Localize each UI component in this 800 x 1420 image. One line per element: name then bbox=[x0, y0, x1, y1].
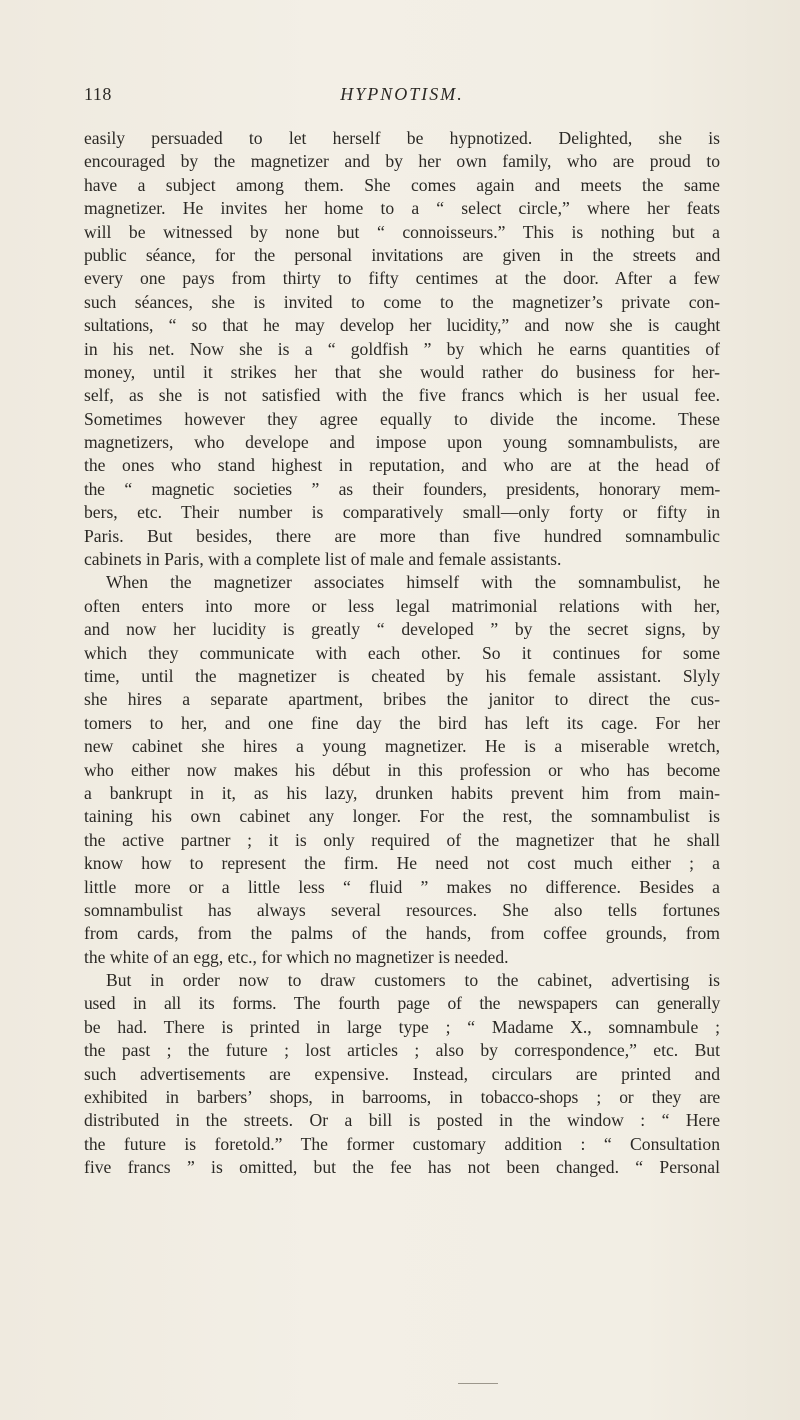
text-line: the past ; the future ; lost articles ; also by correspondence,” etc. But bbox=[84, 1040, 720, 1061]
text-line: such séances, she is invited to come to the magnetizer’s private con- bbox=[84, 291, 720, 312]
text-line: the active partner ; it is only required of the magnetizer that he shall bbox=[84, 829, 720, 850]
text-line: used in all its forms. The fourth page of the newspapers can generally bbox=[84, 993, 720, 1014]
text-line: such advertisements are expensive. Instead, circulars are printed and bbox=[84, 1063, 720, 1084]
text-line: every one pays from thirty to fifty centimes at the door. After a few bbox=[84, 268, 720, 289]
text-line: time, until the magnetizer is cheated by his female assistant. Slyly bbox=[84, 665, 720, 686]
text-line: public séance, for the personal invitations are given in the streets and bbox=[84, 244, 720, 265]
body-text bbox=[84, 127, 720, 1180]
text-line: she hires a separate apartment, bribes the janitor to direct the cus- bbox=[84, 689, 720, 710]
text-line: the “ magnetic societies ” as their founders, presidents, honorary mem- bbox=[84, 478, 720, 499]
text-line: But in order now to draw customers to the cabinet, advertising is bbox=[106, 970, 720, 991]
text-line: the future is foretold.” The former customary addition : “ Consultation bbox=[84, 1133, 720, 1154]
text-line: five francs ” is omitted, but the fee has not been changed. “ Personal bbox=[84, 1157, 720, 1178]
text-line: magnetizer. He invites her home to a “ select circle,” where her feats bbox=[84, 198, 720, 219]
text-line: self, as she is not satisfied with the five francs which is her usual fee. bbox=[84, 385, 720, 406]
text-line: exhibited in barbers’ shops, in barrooms, in tobacco-shops ; or they are bbox=[84, 1087, 720, 1108]
text-line: Sometimes however they agree equally to divide the income. These bbox=[84, 408, 720, 429]
page-number: 118 bbox=[84, 84, 112, 104]
text-line: and now her lucidity is greatly “ developed ” by the secret signs, by bbox=[84, 619, 720, 640]
text-line: the ones who stand highest in reputation, and who are at the head of bbox=[84, 455, 720, 476]
text-line: who either now makes his début in this profession or who has become bbox=[84, 759, 720, 780]
text-line: will be witnessed by none but “ connoisseurs.” This is nothing but a bbox=[84, 221, 720, 242]
text-line: new cabinet she hires a young magnetizer. He is a miserable wretch, bbox=[84, 736, 720, 757]
text-line: Paris. But besides, there are more than five hundred somnambulic bbox=[84, 525, 720, 546]
text-line: tomers to her, and one fine day the bird has left its cage. For her bbox=[84, 712, 720, 733]
text-line: from cards, from the palms of the hands, from coffee grounds, from bbox=[84, 923, 720, 944]
text-line: in his net. Now she is a “ goldfish ” by which he earns quantities of bbox=[84, 338, 720, 359]
text-line: have a subject among them. She comes again and meets the same bbox=[84, 174, 720, 195]
text-line: sultations, “ so that he may develop her lucidity,” and now she is caught bbox=[84, 315, 720, 336]
text-line: distributed in the streets. Or a bill is posted in the window : “ Here bbox=[84, 1110, 720, 1131]
text-line: encouraged by the magnetizer and by her own family, who are proud to bbox=[84, 151, 720, 172]
text-line: cabinets in Paris, with a complete list of male and female assistants. bbox=[84, 549, 562, 570]
text-line: often enters into more or less legal matrimonial relations with her, bbox=[84, 595, 720, 616]
text-line: taining his own cabinet any longer. For the rest, the somnambulist is bbox=[84, 806, 720, 827]
running-title: HYPNOTISM. bbox=[340, 84, 464, 104]
text-line: money, until it strikes her that she would rather do business for her- bbox=[84, 361, 720, 382]
text-line: When the magnetizer associates himself with the somnambulist, he bbox=[106, 572, 720, 593]
text-line: be had. There is printed in large type ; “ Madame X., somnambule ; bbox=[84, 1016, 720, 1037]
text-line: which they communicate with each other. So it continues for some bbox=[84, 642, 720, 663]
page-header bbox=[84, 84, 720, 112]
text-line: little more or a little less “ fluid ” makes no difference. Besides a bbox=[84, 876, 720, 897]
text-line: a bankrupt in it, as his lazy, drunken habits prevent him from main- bbox=[84, 782, 720, 803]
footer-rule bbox=[458, 1383, 498, 1384]
text-line: bers, etc. Their number is comparatively small—only forty or fifty in bbox=[84, 502, 720, 523]
text-line: easily persuaded to let herself be hypnotized. Delighted, she is bbox=[84, 128, 720, 148]
text-line: somnambulist has always several resources. She also tells fortunes bbox=[84, 899, 720, 920]
text-line: know how to represent the firm. He need not cost much either ; a bbox=[84, 853, 720, 874]
text-line: magnetizers, who develope and impose upon young somnambulists, are bbox=[84, 432, 720, 453]
text-line: the white of an egg, etc., for which no magnetizer is needed. bbox=[84, 946, 509, 967]
